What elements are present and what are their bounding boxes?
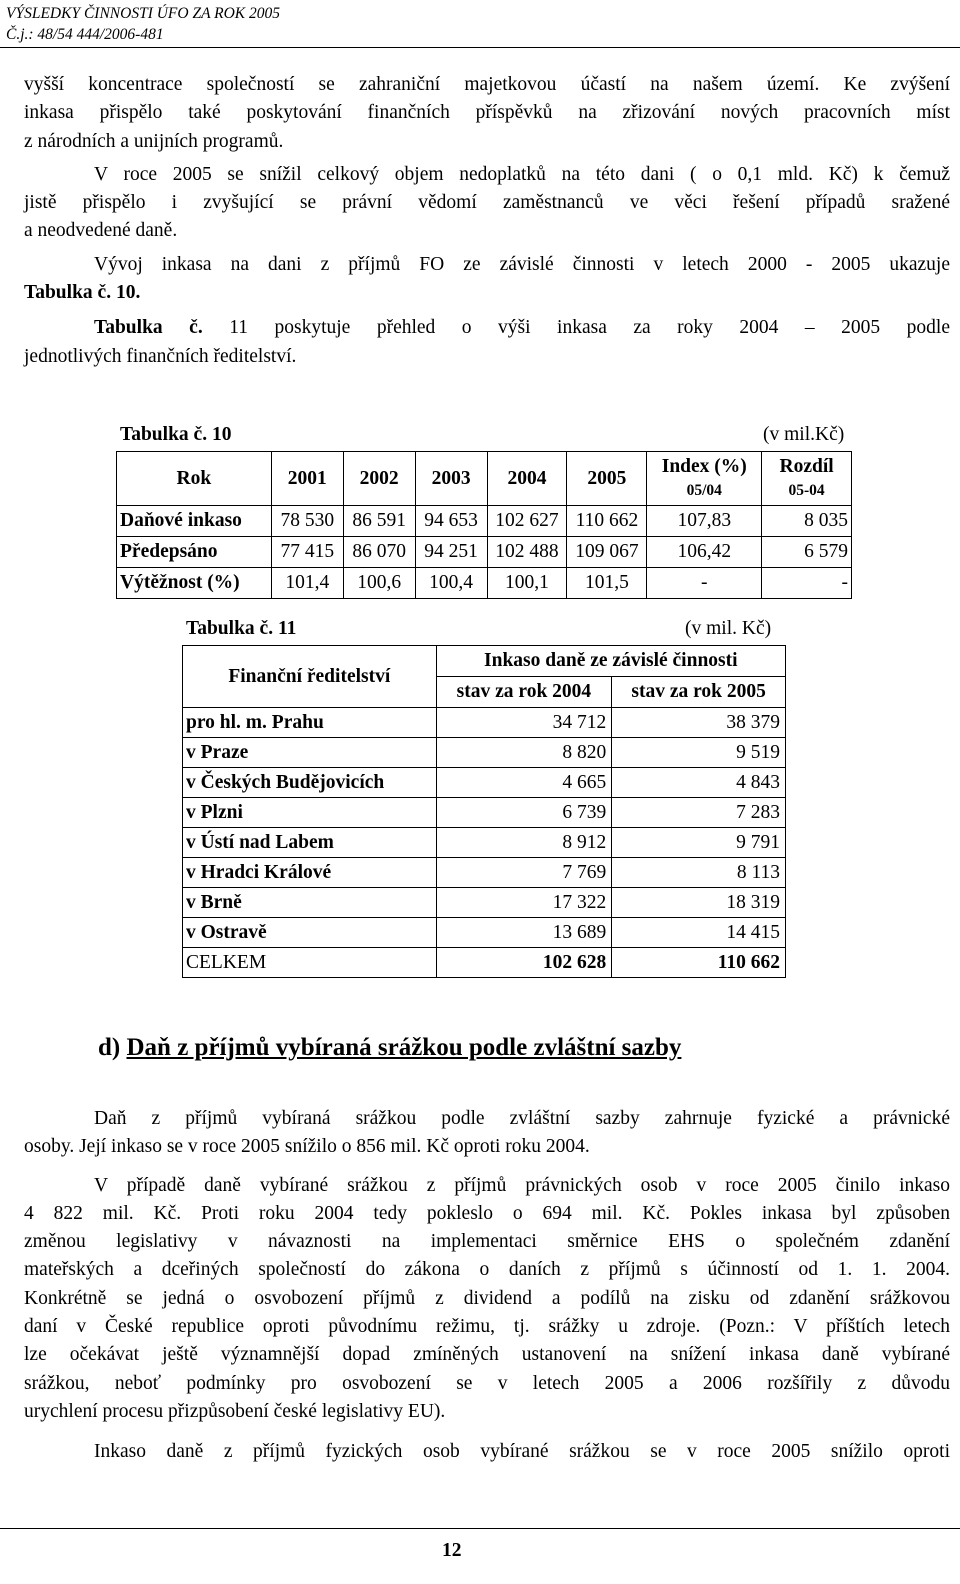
paragraph-line: vyšší koncentrace společností se zahraniční majetkovou účastí na našem území. Ke zvýšení — [24, 74, 950, 95]
intro-text — [24, 71, 950, 371]
table10 — [116, 451, 852, 599]
document-header — [6, 3, 280, 45]
paragraph-line: daní v České republice oproti původnímu režimu, tj. srážky u zdroje. (Pozn.: V příštích letech — [24, 1316, 950, 1338]
paragraph-line: a neodvedené daně. — [24, 220, 178, 242]
paragraph-line: mateřských a dceřiných společností do zákona o daních z příjmů s účinností od 1. 1. 2004. — [24, 1259, 950, 1281]
table11 — [182, 645, 786, 978]
paragraph-line: osoby. Její inkaso se v roce 2005 snížilo o 856 mil. Kč oproti roku 2004. — [24, 1136, 590, 1158]
paragraph-line: z národních a unijních programů. — [24, 130, 284, 152]
footer-divider — [0, 1528, 960, 1529]
table10-unit: (v mil.Kč) — [763, 424, 845, 445]
section-text — [24, 1105, 950, 1467]
table-row: v Hradci Králové 7 769 8 113 — [183, 858, 786, 888]
table10-header-row — [117, 452, 852, 506]
paragraph-line: jistě přispělo i zvyšující se právní vědomí zaměstnanců ve věci řešení případů sražené — [24, 192, 950, 214]
table-row: v Ústí nad Labem 8 912 9 791 — [183, 828, 786, 858]
table-row: Výtěžnost (%) 101,4 100,6 100,4 100,1 101,5 - - — [117, 568, 852, 599]
table10-header-rozdil: Rozdíl 05-04 — [762, 452, 852, 506]
table-row: pro hl. m. Prahu 34 712 38 379 — [183, 708, 786, 738]
table-row: v Českých Budějovicích 4 665 4 843 — [183, 768, 786, 798]
table10-header-year: 2003 — [415, 452, 487, 506]
section-letter: d) — [98, 1034, 121, 1061]
table-row: v Praze 8 820 9 519 — [183, 738, 786, 768]
table11-header-redit: Finanční ředitelství — [183, 646, 437, 708]
section-title: Daň z příjmů vybíraná srážkou podle zvláštní sazby — [126, 1034, 682, 1061]
paragraph-line: srážkou, neboť podmínky pro osvobození se v letech 2005 a 2006 rozšířily z důvodu — [24, 1372, 950, 1394]
header-reference: Č.j.: 48/54 444/2006-481 — [6, 26, 164, 43]
paragraph-line: jednotlivých finančních ředitelství. — [24, 345, 297, 367]
table10-header-year: 2002 — [343, 452, 415, 506]
table11-header-row — [183, 646, 786, 677]
paragraph-line: lze očekávat ještě významnější dopad zmíněných ustanovení na snížení inkasa daně vybírané — [24, 1344, 950, 1366]
table-row: Daňové inkaso 78 530 86 591 94 653 102 627 110 662 107,83 8 035 — [117, 506, 852, 537]
header-divider — [0, 47, 960, 48]
table-row: v Brně 17 322 18 319 — [183, 888, 786, 918]
table-row: Předepsáno 77 415 86 070 94 251 102 488 109 067 106,42 6 579 — [117, 537, 852, 568]
table11-header-group: Inkaso daně ze závislé činnosti — [436, 646, 785, 677]
table11-header-2005: stav za rok 2005 — [612, 677, 786, 708]
table11-header-2004: stav za rok 2004 — [436, 677, 612, 708]
table-row-total: CELKEM 102 628 110 662 — [183, 948, 786, 978]
paragraph-line: Tabulka č. 11 poskytuje přehled o výši inkasa za roky 2004 – 2005 podle — [94, 317, 951, 339]
table10-caption: Tabulka č. 10 — [120, 424, 232, 445]
paragraph-line: Inkaso daně z příjmů fyzických osob vybírané srážkou se v roce 2005 snížilo oproti — [94, 1441, 950, 1463]
table-row: v Plzni 6 739 7 283 — [183, 798, 786, 828]
paragraph-line: V roce 2005 se snížil celkový objem nedoplatků na této dani ( o 0,1 mld. Kč) k čemuž — [94, 163, 950, 185]
table10-header-year: 2001 — [271, 452, 343, 506]
table10-header-year: 2004 — [487, 452, 567, 506]
paragraph-line: urychlení procesu přizpůsobení české legislativy EU). — [24, 1400, 446, 1422]
paragraph-line: Vývoj inkasa na dani z příjmů FO ze závislé činnosti v letech 2000 - 2005 ukazuje — [94, 253, 950, 275]
page-number: 12 — [442, 1540, 462, 1561]
header-title: VÝSLEDKY ČINNOSTI ÚFO ZA ROK 2005 — [6, 5, 281, 22]
table10-header-rok: Rok — [117, 452, 272, 506]
paragraph-line: inkasa přispělo také poskytování finančních příspěvků na zřizování nových pracovních míst — [24, 102, 950, 124]
paragraph-line: Konkrétně se jedná o osvobození příjmů z dividend a podílů na zisku od zdanění srážkovou — [24, 1287, 950, 1309]
paragraph-line: 4 822 mil. Kč. Proti roku 2004 tedy pokleslo o 694 mil. Kč. Pokles inkasa byl způsoben — [24, 1202, 950, 1224]
table-reference: Tabulka č. — [94, 317, 203, 339]
paragraph-line: Tabulka č. 10. — [24, 282, 141, 304]
paragraph-line: Daň z příjmů vybíraná srážkou podle zvláštní sazby zahrnuje fyzické a právnické — [94, 1108, 950, 1129]
table11-unit: (v mil. Kč) — [685, 618, 772, 639]
table10-header-year: 2005 — [567, 452, 647, 506]
table-row: v Ostravě 13 689 14 415 — [183, 918, 786, 948]
paragraph-line: změnou legislativy v návaznosti na implementaci směrnice EHS o společném zdanění — [24, 1231, 950, 1253]
paragraph-line: V případě daně vybírané srážkou z příjmů právnických osob v roce 2005 činilo inkaso — [94, 1174, 950, 1196]
table11-caption: Tabulka č. 11 — [186, 618, 297, 639]
section-heading — [98, 1034, 681, 1062]
table10-header-index: Index (%) 05/04 — [647, 452, 762, 506]
